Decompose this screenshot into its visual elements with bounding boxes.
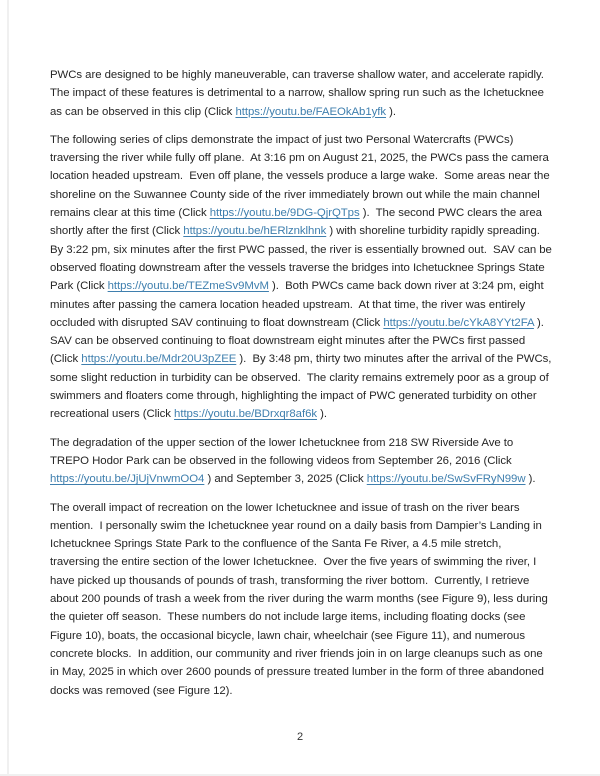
youtube-link[interactable]: https://youtu.be/BDrxqr8af6k (174, 408, 318, 421)
paragraph-text: ). (317, 408, 327, 421)
paragraph-text: The overall impact of recreation on the lower Ichetucknee and issue of trash on the river bears mention. I personally swim the Ichetucknee year round on a daily basis from Dampier’s Landing in Ichetucknee Springs State Park to the confluence of the Santa Fe River, a 4.5 mile stretch, traversing the entire section of the lower Ichetucknee. Over the five years of swimming the river, I have picked up thousands of pounds of trash, transforming the river bottom. Currently, I retrieve about 200 pounds of trash a week from the river during the warm months (see Figure 9), less during the quieter off season. These numbers do not include large items, including floating docks (see Figure 10), boats, the occasional bicycle, lawn chair, wheelchair (see Figure 11), and numerous concrete blocks. In addition, our community and river friends join in on large cleanups such as one in May, 2025 in which over 2600 pounds of pressure treated lumber in the form of three abandoned docks was removed (see Figure 12). (50, 501, 551, 697)
page-number: 2 (296, 731, 304, 743)
youtube-link[interactable]: https://youtu.be/cYkA8YYt2FA (383, 316, 534, 329)
paragraph-text: ). Both PWCs came back down river at 3:24 pm, eight minutes after passing the camera location headed upstream. At that time, the river was entirely occluded with disrupted SAV continuing to float downstream (Click (50, 280, 547, 329)
document-body (50, 66, 553, 710)
paragraph-text: PWCs are designed to be highly maneuverable, can traverse shallow water, and accelerate rapidly. The impact of these features is detrimental to a narrow, shallow spring run such as the Ichetucknee as can be observed in this clip (Click (50, 69, 550, 118)
youtube-link[interactable]: https://youtu.be/FAEOkAb1yfk (235, 105, 387, 118)
paragraph-degradation-videos (50, 434, 553, 489)
youtube-link[interactable]: https://youtu.be/Mdr20U3pZEE (81, 353, 237, 366)
paragraph-pwc-clip-series (50, 131, 553, 424)
paragraph-text: The degradation of the upper section of the lower Ichetucknee from 218 SW Riverside Ave to TREPO Hodor Park can be observed in the following videos from September 26, 2016 (Click (50, 436, 517, 467)
youtube-link[interactable]: https://youtu.be/SwSvFRyN99w (366, 473, 526, 486)
paragraph-text: ) with shoreline turbidity rapidly spreading. By 3:22 pm, six minutes after the first PWC passed, the river is essentially browned out. SAV can be observed floating downstream after the vessels traverse the bridges into Ichetucknee Springs State Park (Click (50, 225, 555, 293)
paragraph-text: The following series of clips demonstrate the impact of just two Personal Watercrafts (PWCs) traversing the river while fully off plane. At 3:16 pm on August 21, 2025, the PWCs pass the camera location headed upstream. Even off plane, the vessels produce a large wake. Some areas near the shoreline on the Suwannee County side of the river immediately brown out while the main channel remains clear at this time (Click (50, 133, 553, 220)
paragraph-text: ). (525, 473, 536, 486)
paragraph-trash-impact (50, 499, 553, 700)
youtube-link[interactable]: https://youtu.be/hERlznklhnk (183, 225, 327, 238)
youtube-link[interactable]: https://youtu.be/TEZmeSv9MvM (107, 280, 269, 293)
paragraph-text: ) and September 3, 2025 (Click (204, 473, 367, 486)
scan-edge-artifact (7, 0, 9, 776)
paragraph-text: ). By 3:48 pm, thirty two minutes after the arrival of the PWCs, some slight reduction in turbidity can be observed. The clarity remains extremely poor as a group of swimmers and floaters come through, highlighting the impact of PWC generated turbidity on other recreational users (Click (50, 353, 555, 421)
paragraph-text: ). The second PWC clears the area shortly after the first (Click (50, 207, 546, 238)
youtube-link[interactable]: https://youtu.be/JjUjVnwmOO4 (50, 473, 205, 486)
paragraph-pwc-intro (50, 66, 553, 121)
paragraph-text: ). SAV can be observed continuing to float downstream eight minutes after the PWCs first passed (Click (50, 316, 551, 366)
youtube-link[interactable]: https://youtu.be/9DG-QjrQTps (209, 207, 360, 220)
paragraph-text: ). (386, 105, 396, 118)
